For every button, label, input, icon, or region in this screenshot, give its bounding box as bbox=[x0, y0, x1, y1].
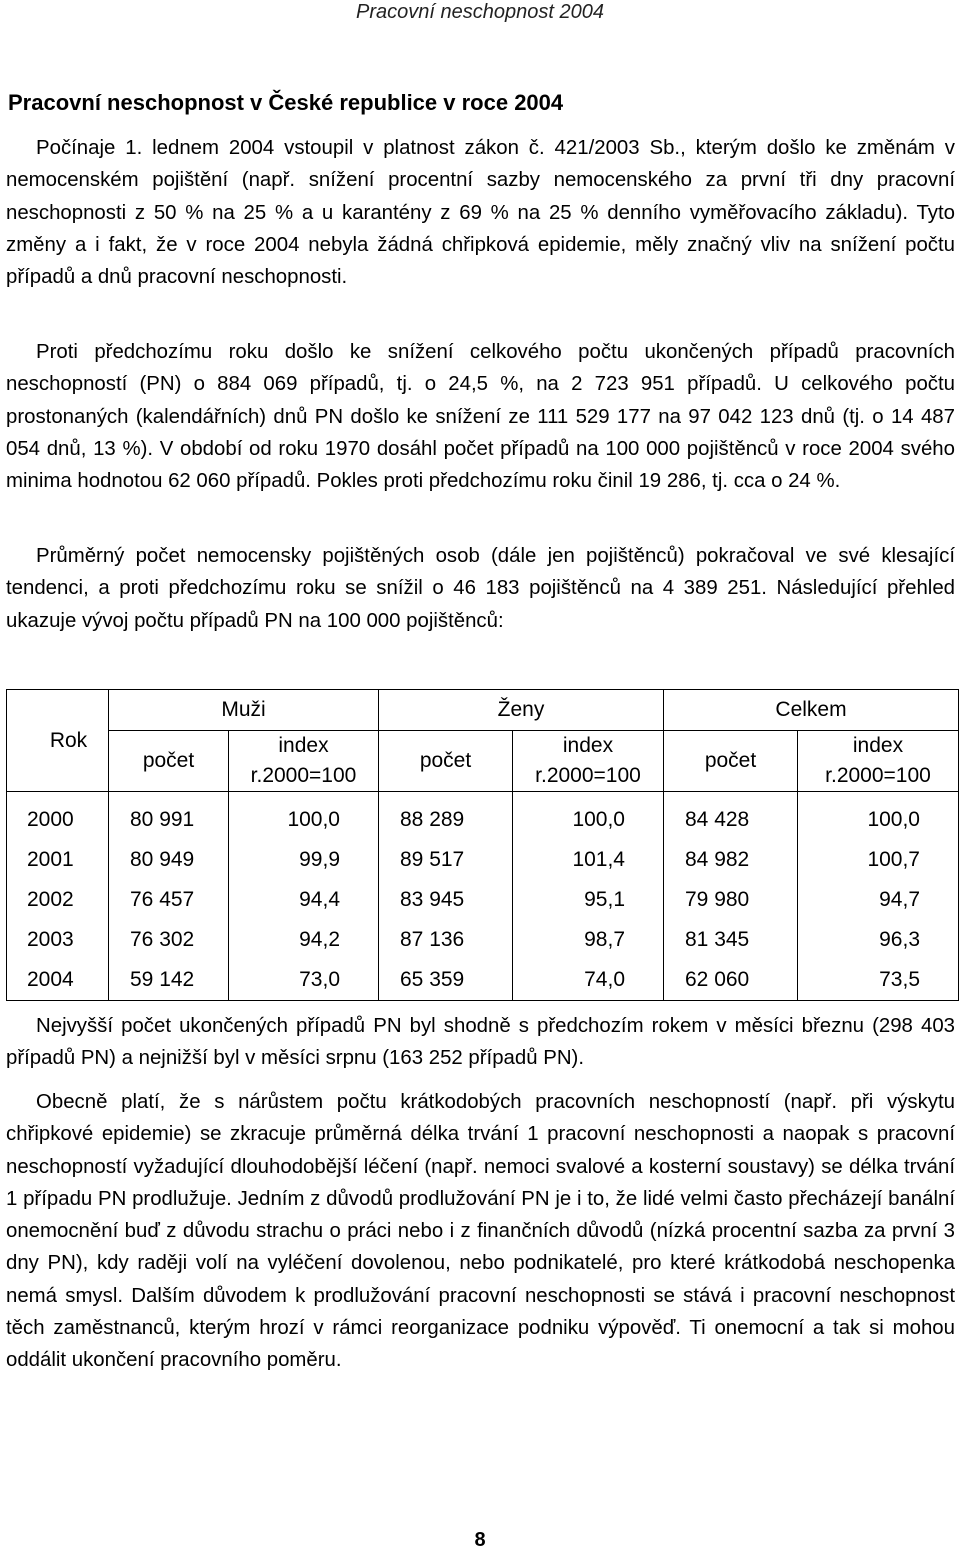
cell-total-index: 100,7 bbox=[798, 840, 959, 880]
subheader-index-line1: index bbox=[562, 734, 614, 757]
subheader-index-line1: index bbox=[278, 734, 329, 757]
cell-men-index: 73,0 bbox=[229, 960, 379, 1001]
cell-men-count: 80 949 bbox=[109, 840, 229, 880]
subheader-count: počet bbox=[379, 731, 513, 792]
cell-women-count: 89 517 bbox=[379, 840, 513, 880]
cell-men-index: 94,4 bbox=[229, 880, 379, 920]
subheader-count: počet bbox=[109, 731, 229, 792]
paragraph-general-observations bbox=[6, 1086, 955, 1377]
cell-year: 2001 bbox=[7, 840, 109, 880]
table-subheader-row bbox=[7, 731, 959, 792]
cell-total-index: 73,5 bbox=[798, 960, 959, 1001]
header-group-total: Celkem bbox=[664, 690, 959, 731]
subheader-index-line2: r.2000=100 bbox=[250, 764, 357, 787]
cell-women-index: 101,4 bbox=[513, 840, 664, 880]
cell-women-count: 87 136 bbox=[379, 920, 513, 960]
paragraph-text: Průměrný počet nemocensky pojištěných osob (dále jen pojištěnců) pokračoval ve své klesající tendenci, a proti předchozímu roku se snížil o 46 183 pojištěnců na 4 389 251. Následující přehled ukazuje vývoj počtu případů PN na 100 000 pojištěnců: bbox=[6, 545, 955, 632]
cell-total-count: 84 428 bbox=[664, 792, 798, 841]
cell-men-count: 76 302 bbox=[109, 920, 229, 960]
cell-men-index: 94,2 bbox=[229, 920, 379, 960]
paragraph-insured-persons bbox=[6, 540, 955, 637]
cell-total-count: 62 060 bbox=[664, 960, 798, 1001]
paragraph-monthly-extremes bbox=[6, 1010, 955, 1075]
cell-women-count: 88 289 bbox=[379, 792, 513, 841]
cell-women-count: 65 359 bbox=[379, 960, 513, 1001]
paragraph-legislation bbox=[6, 132, 955, 293]
subheader-index-line1: index bbox=[852, 734, 904, 757]
cell-men-index: 100,0 bbox=[229, 792, 379, 841]
cell-women-index: 74,0 bbox=[513, 960, 664, 1001]
running-header: Pracovní neschopnost 2004 bbox=[356, 1, 604, 23]
cell-total-index: 100,0 bbox=[798, 792, 959, 841]
cases-per-100000-table bbox=[6, 689, 959, 1001]
paragraph-text: Počínaje 1. lednem 2004 vstoupil v platnost zákon č. 421/2003 Sb., kterým došlo ke změnám v nemocenském pojištění (např. snížení procentní sazby nemocenského za první tři dny pracovní neschopnosti z 50 % na 25 % a u karantény z 69 % na 25 % denního vyměřovacího základu). Tyto změny a i fakt, že v roce 2004 nebyla žádná chřipková epidemie, měly značný vliv na snížení počtu případů a dnů pracovní neschopnosti. bbox=[6, 137, 955, 289]
cell-men-count: 59 142 bbox=[109, 960, 229, 1001]
paragraph-case-decline bbox=[6, 336, 955, 497]
cell-total-index: 94,7 bbox=[798, 880, 959, 920]
table-row bbox=[7, 840, 959, 880]
paragraph-text: Nejvyšší počet ukončených případů PN byl shodně s předchozím rokem v měsíci březnu (298 403 případů PN) a nejnižší byl v měsíci srpnu (163 252 případů PN). bbox=[6, 1015, 955, 1070]
paragraph-text: Obecně platí, že s nárůstem počtu krátkodobých pracovních neschopností (např. při výskytu chřipkové epidemie) se zkracuje průměrná délka trvání 1 pracovní neschopnosti a naopak s pracovní neschopností vyžadující dlouhodobější léčení (např. nemoci svalové a kosterní soustavy) se délka trvání 1 případu PN prodlužuje. Jedním z důvodů prodlužování PN je i to, že lidé velmi často přecházejí banální onemocnění buď z důvodu strachu o práci nebo i z finančních důvodů (nízká procentní sazba za první 3 dny PN), kdy raději volí na vyléčení dovolenou, nebo podnikatelé, pro které krátkodobá neschopenka nemá smysl. Dalším důvodem k prodlužování pracovní neschopnosti se stává i pracovní neschopnost těch zaměstnanců, kterým hrozí v rámci reorganizace podniku výpověď. Ti onemocní a tak si mohou oddálit ukončení pracovního poměru. bbox=[6, 1091, 955, 1372]
subheader-index bbox=[798, 731, 959, 792]
cell-total-count: 84 982 bbox=[664, 840, 798, 880]
subheader-index bbox=[229, 731, 379, 792]
cell-total-count: 79 980 bbox=[664, 880, 798, 920]
table-header-row bbox=[7, 690, 959, 731]
table-row bbox=[7, 920, 959, 960]
subheader-index-line2: r.2000=100 bbox=[535, 764, 641, 787]
cell-men-index: 99,9 bbox=[229, 840, 379, 880]
subheader-index-line2: r.2000=100 bbox=[825, 764, 931, 787]
subheader-index bbox=[513, 731, 664, 792]
header-rok: Rok bbox=[7, 690, 109, 792]
cell-year: 2004 bbox=[7, 960, 109, 1001]
cell-women-index: 95,1 bbox=[513, 880, 664, 920]
cell-year: 2002 bbox=[7, 880, 109, 920]
cell-women-index: 98,7 bbox=[513, 920, 664, 960]
cell-women-count: 83 945 bbox=[379, 880, 513, 920]
subheader-count: počet bbox=[664, 731, 798, 792]
cell-year: 2000 bbox=[7, 792, 109, 841]
header-group-women: Ženy bbox=[379, 690, 664, 731]
table-row bbox=[7, 792, 959, 841]
header-group-men: Muži bbox=[109, 690, 379, 731]
page-number: 8 bbox=[474, 1529, 486, 1551]
cell-men-count: 76 457 bbox=[109, 880, 229, 920]
paragraph-text: Proti předchozímu roku došlo ke snížení celkového počtu ukončených případů pracovních neschopností (PN) o 884 069 případů, tj. o 24,5 %, na 2 723 951 případů. U celkového počtu prostonaných (kalendářních) dnů PN došlo ke snížení ze 111 529 177 na 97 042 123 dnů (tj. o 14 487 054 dnů, 13 %). V období od roku 1970 dosáhl počet případů na 100 000 pojištěnců v roce 2004 svého minima hodnotou 62 060 případů. Pokles proti předchozímu roku činil 19 286, tj. cca o 24 %. bbox=[6, 341, 955, 493]
table-row bbox=[7, 880, 959, 920]
document-title: Pracovní neschopnost v České republice v roce 2004 bbox=[8, 90, 564, 115]
table-row bbox=[7, 960, 959, 1001]
cell-year: 2003 bbox=[7, 920, 109, 960]
cell-women-index: 100,0 bbox=[513, 792, 664, 841]
cell-men-count: 80 991 bbox=[109, 792, 229, 841]
cell-total-count: 81 345 bbox=[664, 920, 798, 960]
cell-total-index: 96,3 bbox=[798, 920, 959, 960]
